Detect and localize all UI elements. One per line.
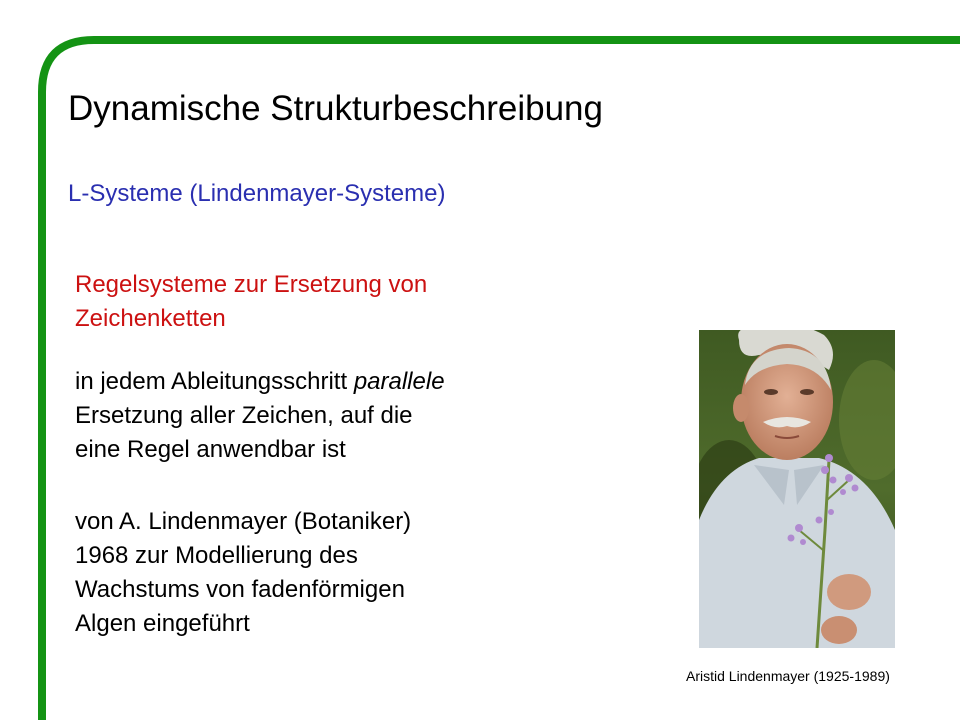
point-lindenmayer-history xyxy=(75,505,595,641)
point-text: in jedem Ableitungsschritt xyxy=(75,368,354,395)
point-line: 1968 zur Modellierung des xyxy=(75,542,358,569)
slide-subtitle: L-Systeme (Lindenmayer-Systeme) xyxy=(68,180,446,207)
point-rule-systems xyxy=(75,268,595,336)
point-line: eine Regel anwendbar ist xyxy=(75,436,346,463)
photo-caption: Aristid Lindenmayer (1925-1989) xyxy=(686,668,890,684)
emphasis-parallel: parallele xyxy=(353,368,445,395)
point-line: Regelsysteme zur Ersetzung von xyxy=(75,271,428,298)
point-line: von A. Lindenmayer (Botaniker) xyxy=(75,508,412,535)
point-parallel-replacement xyxy=(75,365,595,467)
point-line xyxy=(75,365,595,399)
portrait-photo xyxy=(699,330,895,648)
point-line: Ersetzung aller Zeichen, auf die xyxy=(75,402,413,429)
portrait-illustration xyxy=(699,330,895,648)
slide-title: Dynamische Strukturbeschreibung xyxy=(68,89,603,128)
point-line: Zeichenketten xyxy=(75,305,226,332)
point-line: Wachstums von fadenförmigen xyxy=(75,576,405,603)
point-line: Algen eingeführt xyxy=(75,610,250,637)
